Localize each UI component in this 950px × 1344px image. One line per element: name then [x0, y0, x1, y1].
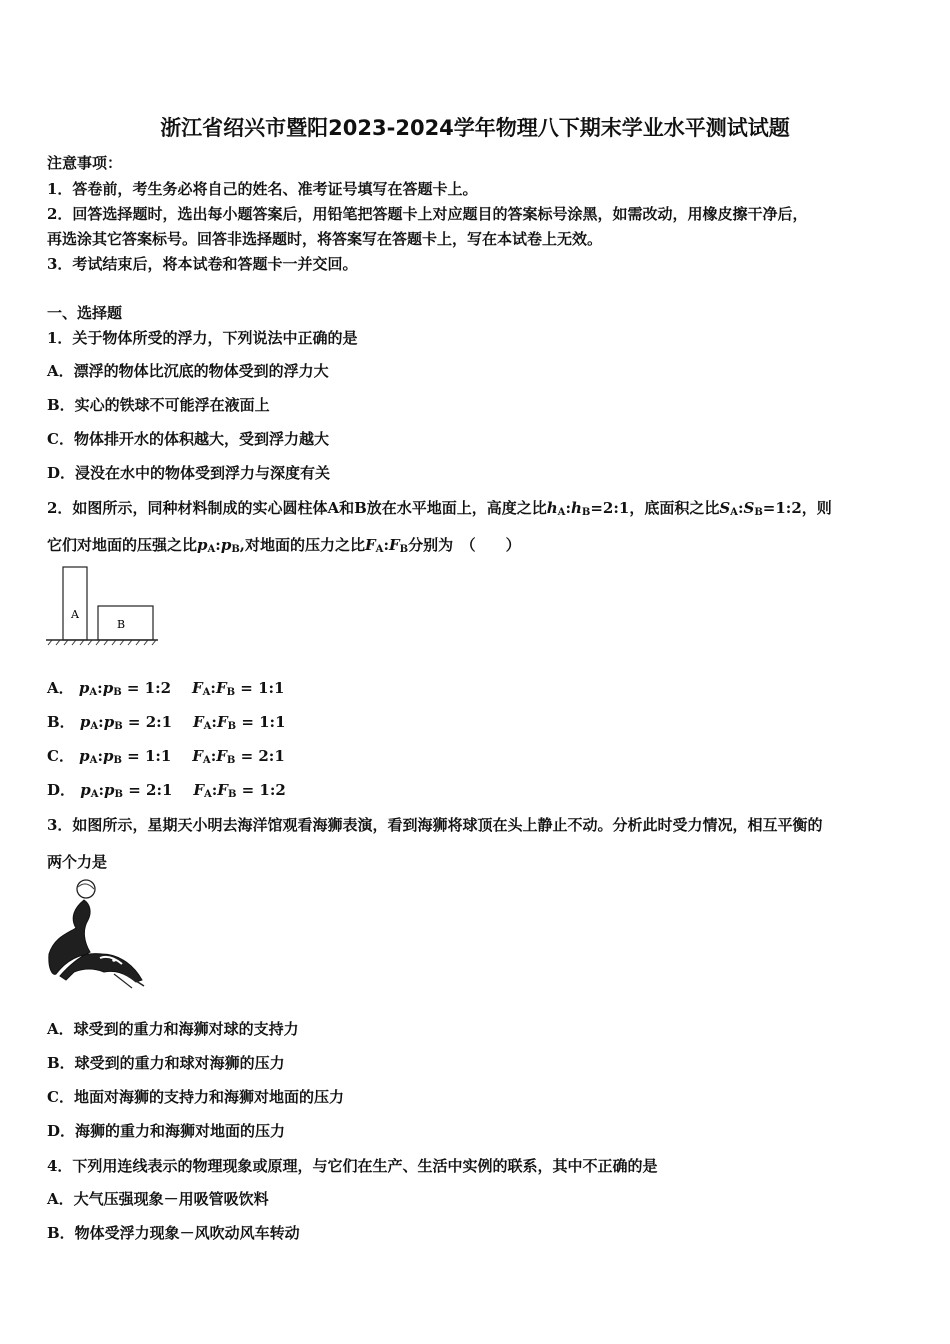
- q3-option-c: C．地面对海狮的支持力和海狮对地面的压力: [47, 1088, 344, 1106]
- cylinder-b: [98, 606, 153, 640]
- q2-option-b: B． $p_A:p_B$ = 2:1 $F_A:F_B$ = 1:1: [47, 713, 286, 732]
- q1-option-b: B．实心的铁球不可能浮在液面上: [47, 396, 270, 414]
- q1-option-c: C．物体排开水的体积越大，受到浮力越大: [47, 430, 329, 448]
- notice-item-3: 3．考试结束后，将本试卷和答题卡一并交回。: [47, 255, 358, 273]
- cylinder-b-label: B: [117, 618, 126, 631]
- q4-option-b: B．物体受浮力现象－风吹动风车转动: [47, 1224, 300, 1242]
- q3-option-b: B．球受到的重力和球对海狮的压力: [47, 1054, 285, 1072]
- q2-stem-line2: 它们对地面的压强之比$p_A:p_B$,对地面的压力之比$F_A:F_B$分别为 （ ）: [47, 536, 521, 555]
- q2-option-c: C． $p_A:p_B$ = 1:1 $F_A:F_B$ = 2:1: [47, 747, 285, 766]
- q2-option-d: D． $p_A:p_B$ = 2:1 $F_A:F_B$ = 1:2: [47, 781, 286, 800]
- cylinder-a: [63, 567, 87, 640]
- q2-stem-line1: 2．如图所示，同种材料制成的实心圆柱体A和B放在水平地面上，高度之比$h_A:h_B=2:1$，底面积之比$S_A:S_B=1:2$，则: [47, 499, 832, 518]
- notice-item-2b: 再选涂其它答案标号。回答非选择题时，将答案写在答题卡上，写在本试卷上无效。: [47, 230, 603, 248]
- q3-option-d: D．海狮的重力和海狮对地面的压力: [47, 1122, 286, 1140]
- q1-option-d: D．浸没在水中的物体受到浮力与深度有关: [47, 464, 331, 482]
- sea-lion: [49, 900, 142, 982]
- page-title: 浙江省绍兴市暨阳2023-2024学年物理八下期末学业水平测试试题: [160, 116, 790, 140]
- cylinders-figure: [44, 562, 160, 648]
- q2-option-a: A． $p_A:p_B$ = 1:2 $F_A:F_B$ = 1:1: [47, 679, 285, 698]
- q1-option-a: A．漂浮的物体比沉底的物体受到的浮力大: [47, 362, 329, 380]
- notice-heading: 注意事项：: [47, 154, 123, 172]
- ball: [77, 880, 95, 898]
- section-heading: 一、选择题: [47, 304, 123, 322]
- sea-lion-figure: [44, 876, 148, 992]
- cylinder-a-label: A: [71, 608, 79, 621]
- q4-stem: 4．下列用连线表示的物理现象或原理，与它们在生产、生活中实例的联系，其中不正确的是: [47, 1157, 658, 1175]
- q3-option-a: A．球受到的重力和海狮对球的支持力: [47, 1020, 299, 1038]
- q3-stem-line2: 两个力是: [47, 853, 108, 871]
- notice-item-1: 1．答卷前，考生务必将自己的姓名、准考证号填写在答题卡上。: [47, 180, 478, 198]
- q3-stem-line1: 3．如图所示，星期天小明去海洋馆观看海狮表演，看到海狮将球顶在头上静止不动。分析此时受力情况，相互平衡的: [47, 816, 823, 834]
- q4-option-a: A．大气压强现象－用吸管吸饮料: [47, 1190, 269, 1208]
- notice-item-2a: 2．回答选择题时，选出每小题答案后，用铅笔把答题卡上对应题目的答案标号涂黑，如需改动，用橡皮擦干净后，: [47, 205, 808, 223]
- q1-stem: 1．关于物体所受的浮力，下列说法中正确的是: [47, 329, 358, 347]
